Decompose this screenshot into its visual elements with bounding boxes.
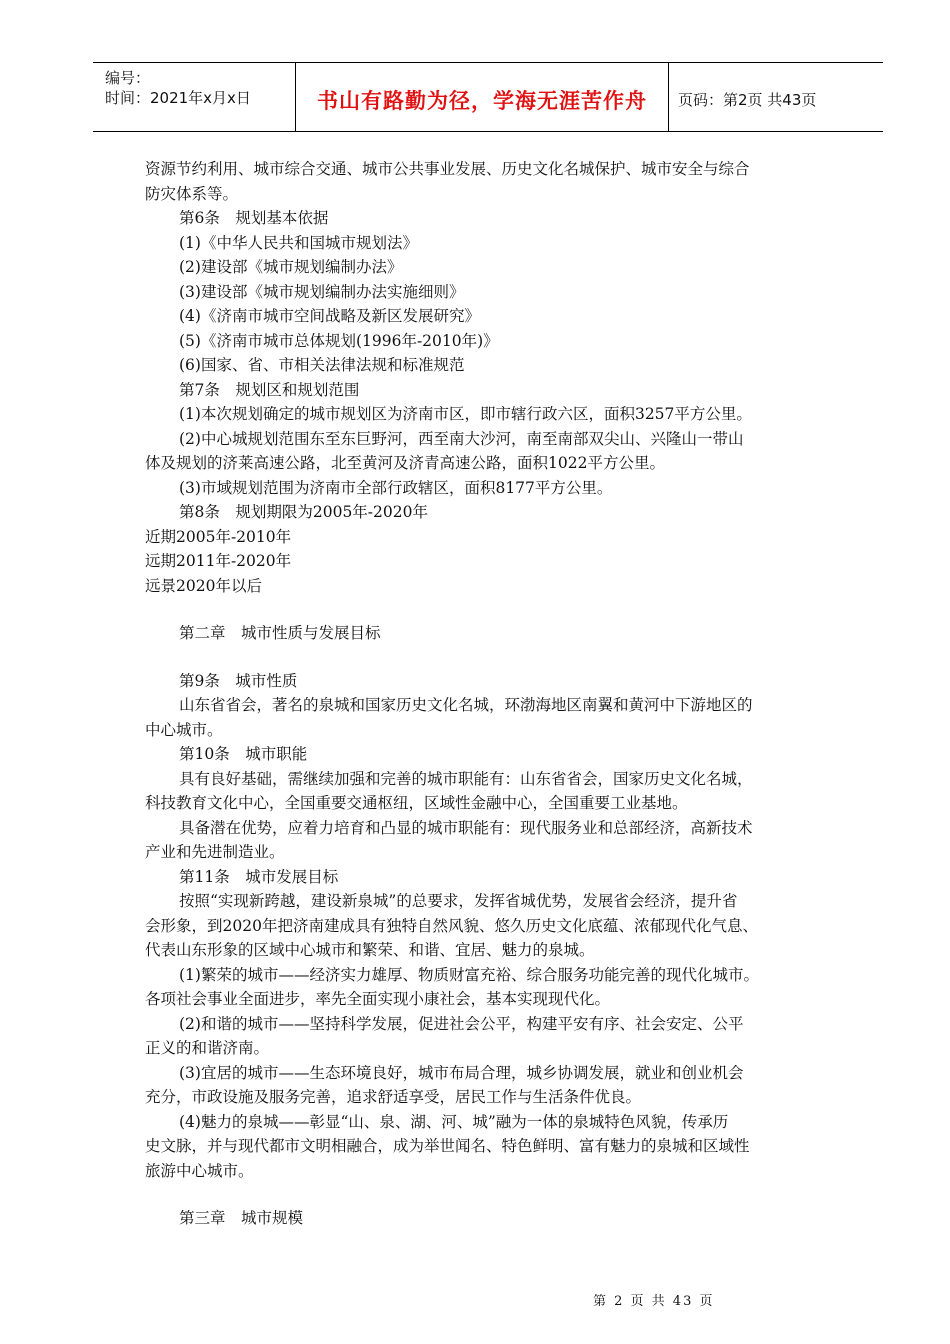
body-line: 科技教育文化中心，全国重要交通枢纽，区域性金融中心，全国重要工业基地。 <box>145 794 688 812</box>
body-line: (2)中心城规划范围东至东巨野河，西至南大沙河，南至南部双尖山、兴隆山一带山 <box>179 429 744 448</box>
body-line: 会形象，到2020年把济南建成具有独特自然风貌、悠久历史文化底蕴、浓郁现代化气息、 <box>145 916 758 935</box>
body-line: 正义的和谐济南。 <box>145 1039 270 1057</box>
chapter-heading: 第二章 城市性质与发展目标 <box>179 624 381 642</box>
body-line: 远期2011年-2020年 <box>145 552 292 570</box>
body-line: 按照“实现新跨越，建设新泉城”的总要求，发挥省城优势，发展省会经济，提升省 <box>179 892 738 910</box>
page-header <box>93 62 883 132</box>
body-line: (1)本次规划确定的城市规划区为济南市区，即市辖行政六区，面积3257平方公里。 <box>179 405 752 423</box>
article-heading: 第6条 规划基本依据 <box>179 209 329 227</box>
body-line: 远景2020年以后 <box>145 576 262 595</box>
document-code-label: 编号： <box>105 69 151 87</box>
body-line: (1)《中华人民共和国城市规划法》 <box>179 233 418 252</box>
body-line: 旅游中心城市。 <box>145 1161 254 1180</box>
page-footer: 第 2 页 共 43 页 <box>593 1294 715 1309</box>
body-line: (6)国家、省、市相关法律法规和标准规范 <box>179 356 465 374</box>
document-body <box>145 157 835 1231</box>
body-line: 具备潜在优势，应着力培育和凸显的城市职能有：现代服务业和总部经济，高新技术 <box>179 818 753 837</box>
body-line: (4)《济南市城市空间战略及新区发展研究》 <box>179 307 480 325</box>
chapter-heading: 第三章 城市规模 <box>179 1209 304 1227</box>
body-line: (2)和谐的城市——坚持科学发展，促进社会公平，构建平安有序、社会安定、公平 <box>179 1014 744 1033</box>
article-heading: 第11条 城市发展目标 <box>179 867 339 886</box>
header-page-cell <box>668 63 883 131</box>
body-line: 山东省省会，著名的泉城和国家历史文化名城，环渤海地区南翼和黄河中下游地区的 <box>179 696 753 714</box>
body-line: (3)市域规划范围为济南市全部行政辖区，面积8177平方公里。 <box>179 478 613 497</box>
body-line: (1)繁荣的城市——经济实力雄厚、物质财富充裕、综合服务功能完善的现代化城市。 <box>179 965 759 984</box>
body-line: 史文脉，并与现代都市文明相融合，成为举世闻名、特色鲜明、富有魅力的泉城和区域性 <box>145 1137 750 1155</box>
body-line: 各项社会事业全面进步，率先全面实现小康社会，基本实现现代化。 <box>145 990 611 1008</box>
body-line: (5)《济南市城市总体规划(1996年-2010年)》 <box>179 331 499 350</box>
body-line: (3)建设部《城市规划编制办法实施细则》 <box>179 282 465 301</box>
header-motto-cell <box>295 63 669 131</box>
header-meta-cell <box>93 63 295 131</box>
body-line: 体及规划的济莱高速公路，北至黄河及济青高速公路，面积1022平方公里。 <box>145 454 665 472</box>
article-heading: 第8条 规划期限为2005年-2020年 <box>179 503 428 521</box>
body-line: (4)魅力的泉城——彰显“山、泉、湖、河、城”融为一体的泉城特色风貌，传承历 <box>179 1112 729 1131</box>
body-line: 防灾体系等。 <box>145 184 239 203</box>
body-line: (3)宜居的城市——生态环境良好，城市布局合理，城乡协调发展，就业和创业机会 <box>179 1063 744 1082</box>
article-heading: 第7条 规划区和规划范围 <box>179 380 360 399</box>
header-page-info: 页码：第2页 共43页 <box>678 91 817 109</box>
header-motto: 书山有路勤为径，学海无涯苦作舟 <box>317 89 647 113</box>
body-line: 充分，市政设施及服务完善，追求舒适享受，居民工作与生活条件优良。 <box>145 1088 642 1106</box>
article-heading: 第9条 城市性质 <box>179 671 298 690</box>
body-line: 近期2005年-2010年 <box>145 527 292 546</box>
article-heading: 第10条 城市职能 <box>179 745 308 763</box>
body-line: 具有良好基础，需继续加强和完善的城市职能有：山东省省会，国家历史文化名城， <box>179 769 753 788</box>
body-line: 代表山东形象的区域中心城市和繁荣、和谐、宜居、魅力的泉城。 <box>145 941 595 959</box>
body-line: 资源节约利用、城市综合交通、城市公共事业发展、历史文化名城保护、城市安全与综合 <box>145 160 750 178</box>
body-line: 中心城市。 <box>145 720 223 739</box>
document-time-label: 时间：2021年x月x日 <box>105 89 251 107</box>
body-line: 产业和先进制造业。 <box>145 843 285 861</box>
body-line: (2)建设部《城市规划编制办法》 <box>179 258 403 276</box>
